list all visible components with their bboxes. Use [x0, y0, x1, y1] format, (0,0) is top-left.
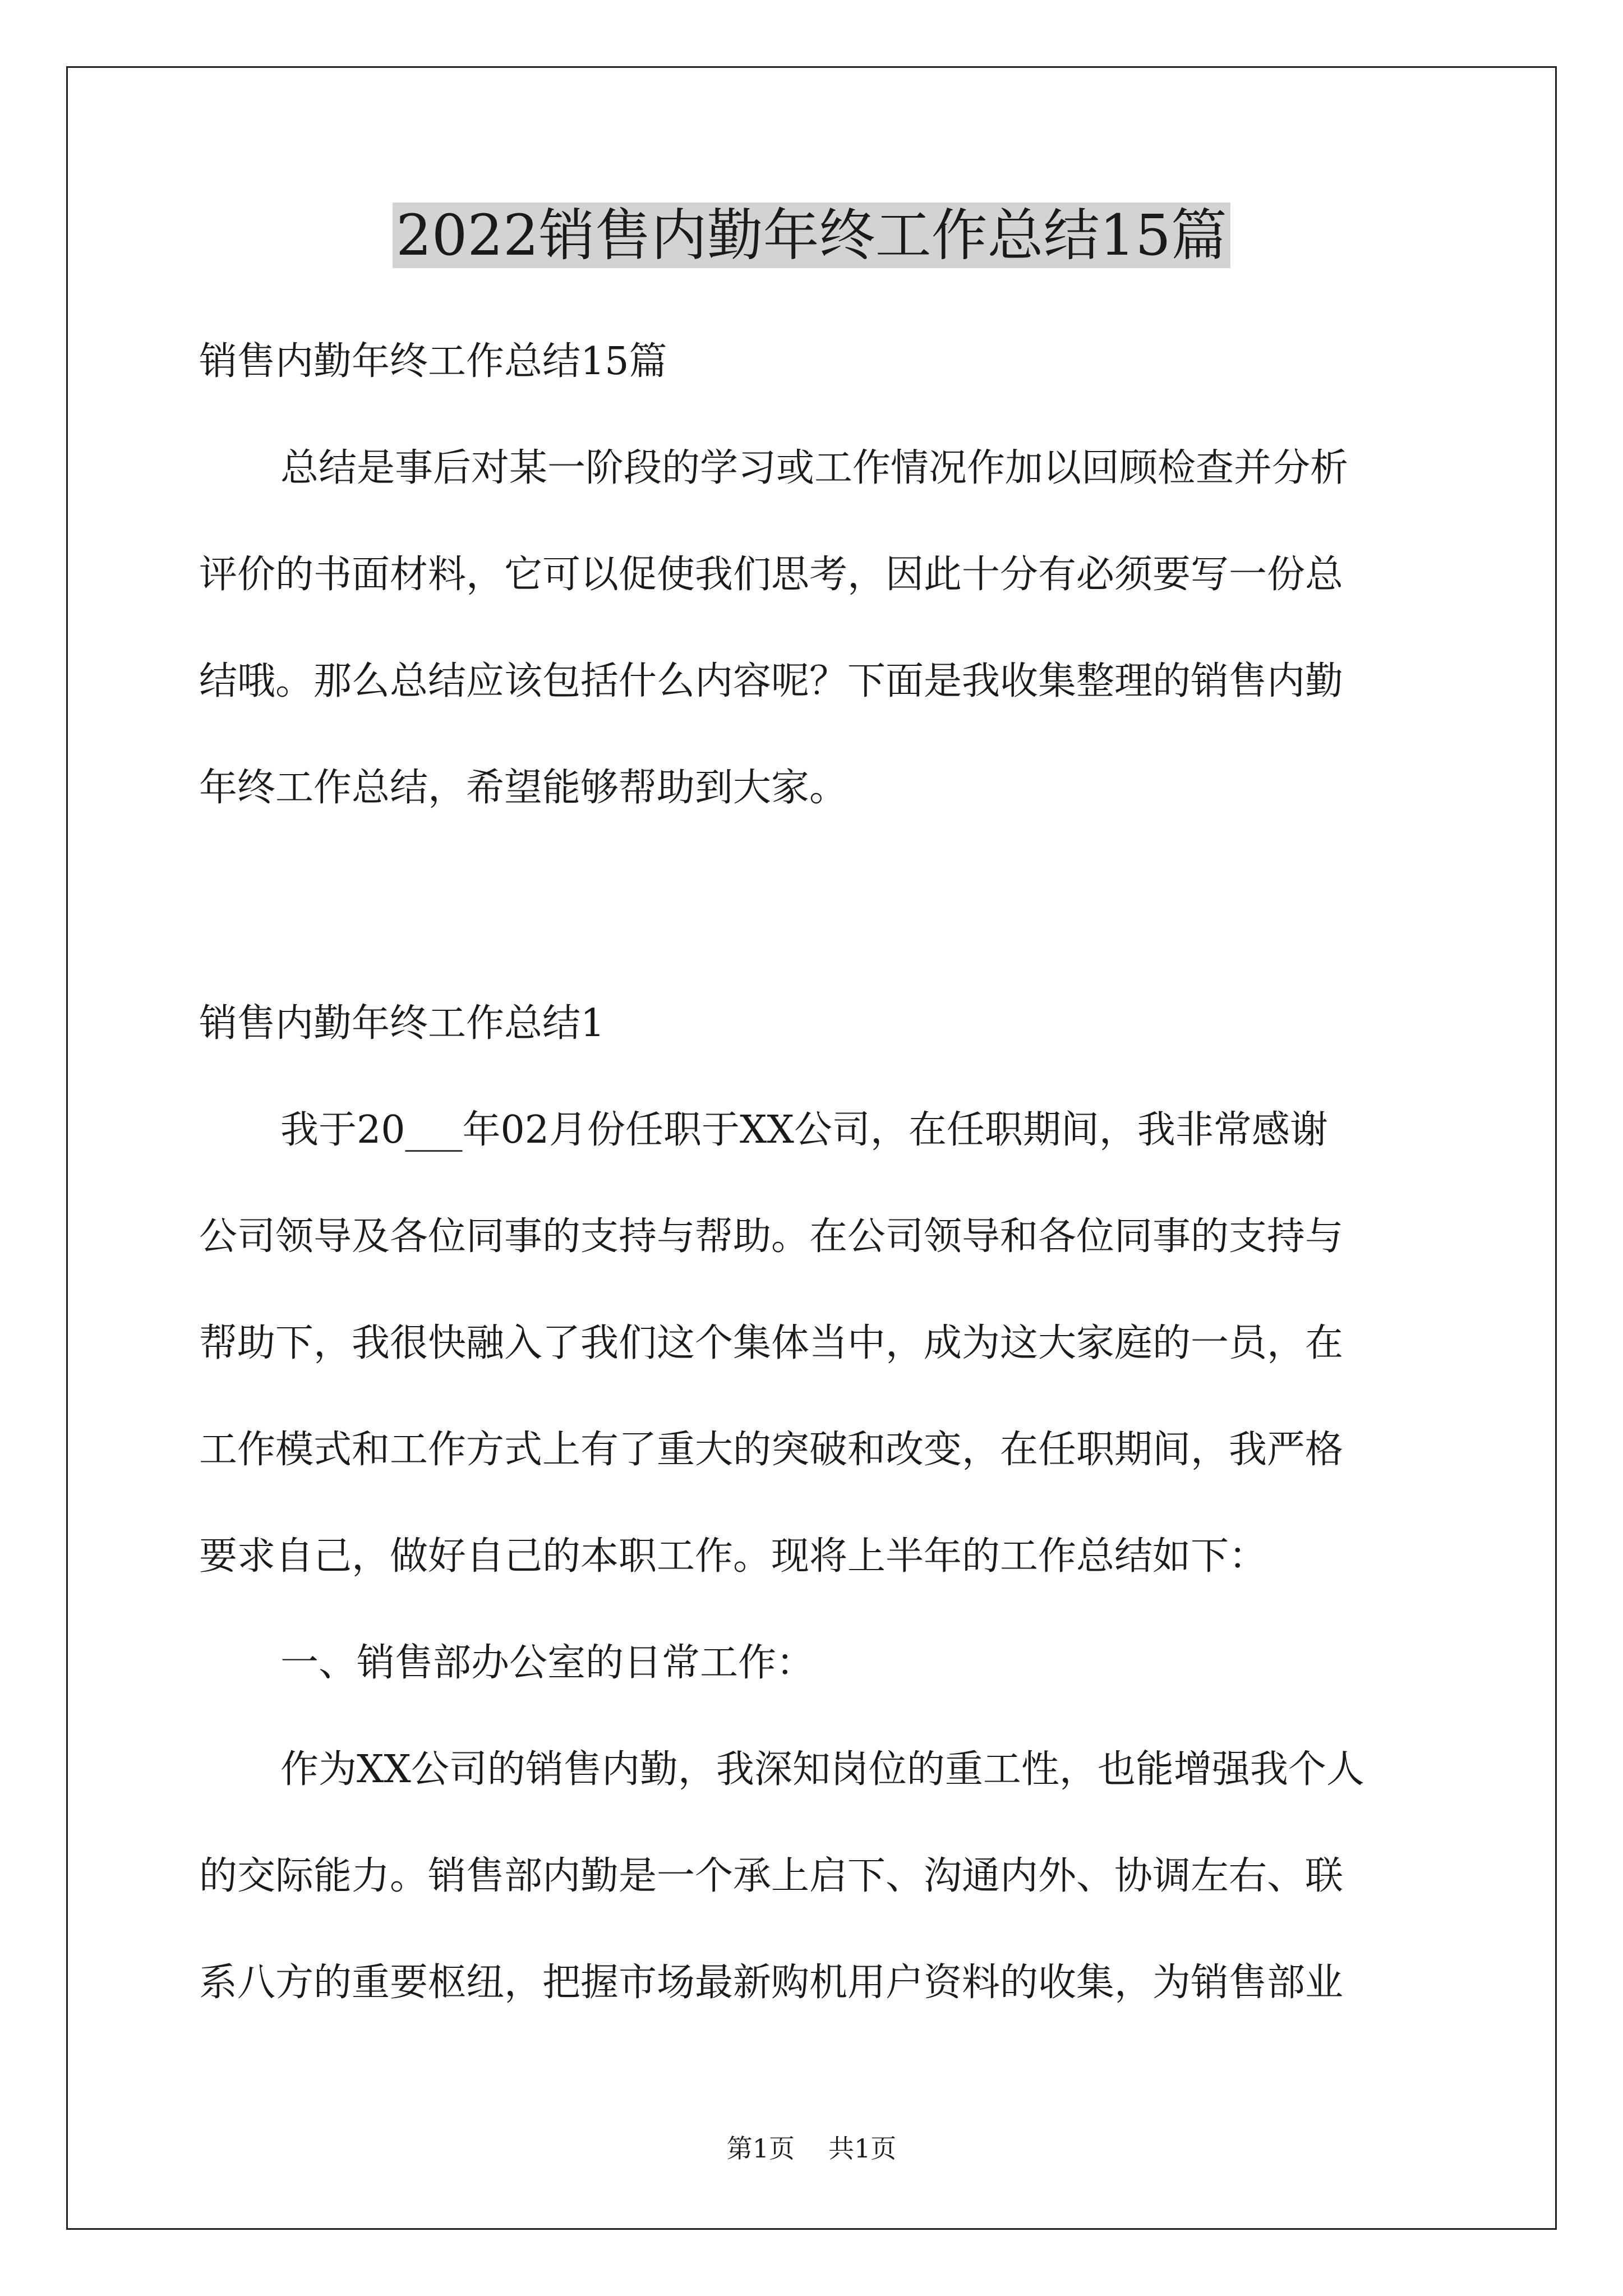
document-body — [199, 309, 1427, 841]
intro-line-4: 年终工作总结，希望能够帮助到大家。 — [199, 766, 848, 810]
page-footer — [0, 2132, 1623, 2165]
document-title: 2022销售内勤年终工作总结15篇 — [0, 196, 1623, 275]
section-1 — [199, 970, 1427, 2036]
paragraph-line-1: 我于20___年02月份任职于XX公司，在任职期间，我非常感谢 — [280, 1108, 1328, 1152]
paragraph-line-8: 系八方的重要枢纽，把握市场最新购机用户资料的收集，为销售部业 — [199, 1961, 1344, 2005]
page-number: 第1页 — [726, 2133, 795, 2164]
paragraph-line-4: 工作模式和工作方式上有了重大的突破和改变，在任职期间，我严格 — [199, 1428, 1344, 1472]
subtitle: 销售内勤年终工作总结15篇 — [199, 339, 667, 384]
paragraph-line-2: 公司领导及各位同事的支持与帮助。在公司领导和各位同事的支持与 — [199, 1214, 1344, 1259]
intro-line-2: 评价的书面材料，它可以促使我们思考，因此十分有必须要写一份总 — [199, 553, 1344, 597]
paragraph-line-6: 作为XX公司的销售内勤，我深知岗位的重工性，也能增强我个人 — [280, 1747, 1364, 1792]
page-total: 共1页 — [828, 2133, 897, 2164]
paragraph-line-3: 帮助下，我很快融入了我们这个集体当中，成为这大家庭的一员，在 — [199, 1321, 1344, 1365]
subheading: 一、销售部办公室的日常工作： — [280, 1641, 815, 1685]
intro-line-1: 总结是事后对某一阶段的学习或工作情况作加以回顾检查并分析 — [280, 446, 1349, 490]
paragraph-line-5: 要求自己，做好自己的本职工作。现将上半年的工作总结如下： — [199, 1534, 1267, 1579]
section-heading: 销售内勤年终工作总结1 — [199, 1001, 605, 1046]
paragraph-line-7: 的交际能力。销售部内勤是一个承上启下、沟通内外、协调左右、联 — [199, 1854, 1344, 1898]
intro-line-3: 结哦。那么总结应该包括什么内容呢？下面是我收集整理的销售内勤 — [199, 659, 1344, 703]
